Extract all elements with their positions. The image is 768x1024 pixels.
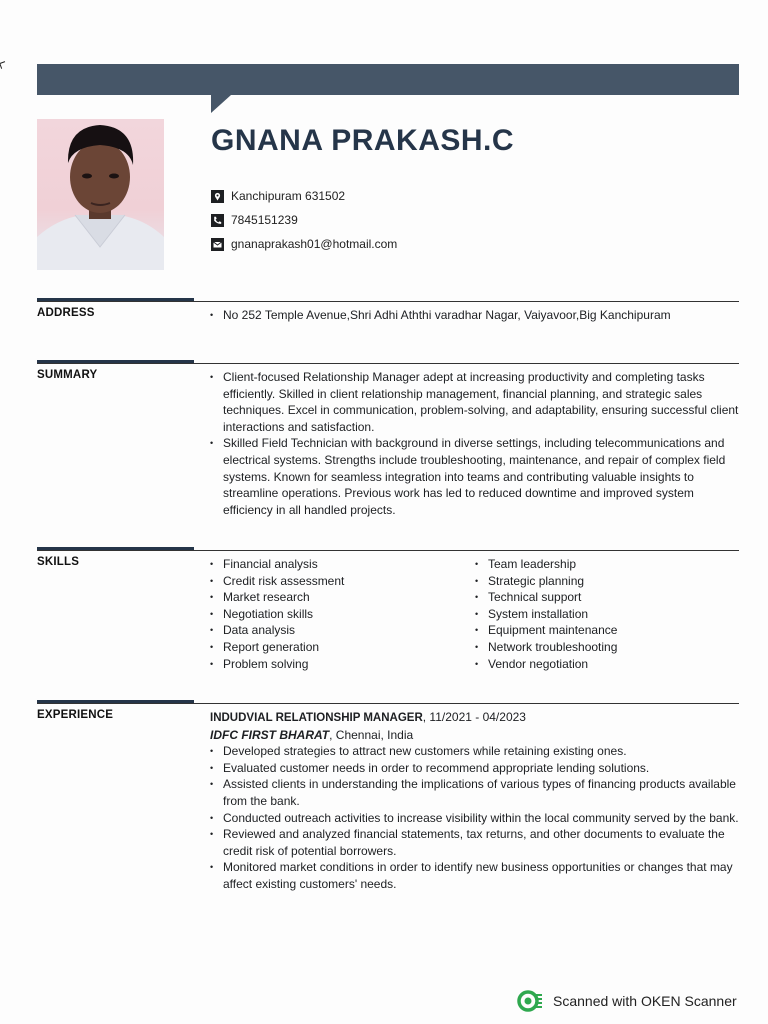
- scan-corner-mark: [0, 61, 7, 69]
- address-body: [210, 307, 740, 324]
- experience-title: EXPERIENCE: [37, 709, 114, 721]
- contact-location: [211, 184, 397, 208]
- profile-photo: [37, 119, 164, 270]
- skill-item: • Negotiation skills: [210, 606, 475, 623]
- candidate-name: GNANA PRAKASH.C: [211, 124, 515, 157]
- skill-item: • Report generation: [210, 639, 475, 656]
- job-dates: , 11/2021 - 04/2023: [422, 710, 526, 724]
- contact-phone-text: 7845151239: [231, 213, 298, 227]
- job-duty-item: • Reviewed and analyzed financial statements, tax returns, and other documents to evaluate the credit risk of potential borrowers.: [210, 826, 740, 859]
- section-rule-thin: [194, 301, 739, 302]
- job-duty-item: • Assisted clients in understanding the implications of various types of financing products available from the bank.: [210, 776, 740, 809]
- skill-item: • Network troubleshooting: [475, 639, 740, 656]
- experience-body: [210, 709, 740, 893]
- address-section: [37, 298, 739, 338]
- scanner-watermark-text: Scanned with OKEN Scanner: [553, 993, 737, 1009]
- skill-item: • Market research: [210, 589, 475, 606]
- phone-icon: [211, 214, 224, 227]
- address-item: • No 252 Temple Avenue,Shri Adhi Aththi varadhar Nagar, Vaiyavoor,Big Kanchipuram: [210, 307, 740, 324]
- skills-title: SKILLS: [37, 556, 80, 568]
- contact-list: [211, 184, 397, 256]
- skill-item: • Financial analysis: [210, 556, 475, 573]
- summary-item: • Skilled Field Technician with background in diverse settings, including telecommunications and electrical systems. Strengths include troubleshooting, maintenance, and repair of complex field systems. Known for seamless integration into teams and contributing valuable insights to streamline operations. Previous work has led to reduced downtime and improved system efficiency in all handled projects.: [210, 435, 740, 518]
- skills-left-list: [210, 556, 475, 672]
- skill-item: • Data analysis: [210, 622, 475, 639]
- contact-email-text: gnanaprakash01@hotmail.com: [231, 237, 398, 251]
- location-icon: [211, 190, 224, 203]
- job-duty-item: • Evaluated customer needs in order to recommend appropriate lending solutions.: [210, 760, 740, 777]
- skills-section: [37, 547, 739, 687]
- section-rule-thin: [194, 550, 739, 551]
- section-rule-thin-left: [37, 703, 194, 704]
- email-icon: [211, 238, 224, 251]
- address-title: ADDRESS: [37, 307, 95, 319]
- skill-item: • Team leadership: [475, 556, 740, 573]
- scanner-watermark: [517, 990, 737, 1012]
- oken-scanner-logo-icon: [517, 990, 543, 1012]
- section-rule-thin-left: [37, 301, 194, 302]
- header-banner-tab: [211, 95, 231, 113]
- job-heading: [210, 709, 740, 727]
- skill-item: • Vendor negotiation: [475, 656, 740, 673]
- skill-item: • Technical support: [475, 589, 740, 606]
- contact-location-text: Kanchipuram 631502: [231, 189, 346, 203]
- job-duty-item: • Monitored market conditions in order to identify new business opportunities or changes that may affect existing customers' needs.: [210, 859, 740, 892]
- summary-section: [37, 360, 739, 530]
- skills-right-list: [475, 556, 740, 672]
- section-rule-thin-left: [37, 550, 194, 551]
- summary-item: • Client-focused Relationship Manager adept at increasing productivity and completing tasks efficiently. Skilled in client relationship management, financial planning, and strategic sales techniques. Excel in communication, problem-solving, and adaptability, ensuring successful client interactions and satisfaction.: [210, 369, 740, 435]
- section-rule-thin-left: [37, 363, 194, 364]
- skill-item: • Problem solving: [210, 656, 475, 673]
- job-company: IDFC FIRST BHARAT: [210, 727, 330, 742]
- section-rule-thin: [194, 363, 739, 364]
- header-banner: [37, 64, 739, 95]
- contact-phone: [211, 208, 397, 232]
- section-rule-thin: [194, 703, 739, 704]
- skills-body: [210, 556, 740, 672]
- job-location: , Chennai, India: [329, 727, 414, 742]
- skill-item: • System installation: [475, 606, 740, 623]
- experience-section: [37, 700, 739, 920]
- job-duty-item: • Conducted outreach activities to increase visibility within the local community served by the bank.: [210, 810, 740, 827]
- job-duty-item: • Developed strategies to attract new customers while retaining existing ones.: [210, 743, 740, 760]
- job-title: INDUDVIAL RELATIONSHIP MANAGER: [210, 712, 423, 724]
- skill-item: • Credit risk assessment: [210, 573, 475, 590]
- job-employer: [210, 727, 740, 744]
- summary-body: [210, 369, 740, 518]
- contact-email: [211, 232, 397, 256]
- summary-title: SUMMARY: [37, 369, 98, 381]
- skill-item: • Equipment maintenance: [475, 622, 740, 639]
- job-duties: [210, 743, 740, 892]
- skill-item: • Strategic planning: [475, 573, 740, 590]
